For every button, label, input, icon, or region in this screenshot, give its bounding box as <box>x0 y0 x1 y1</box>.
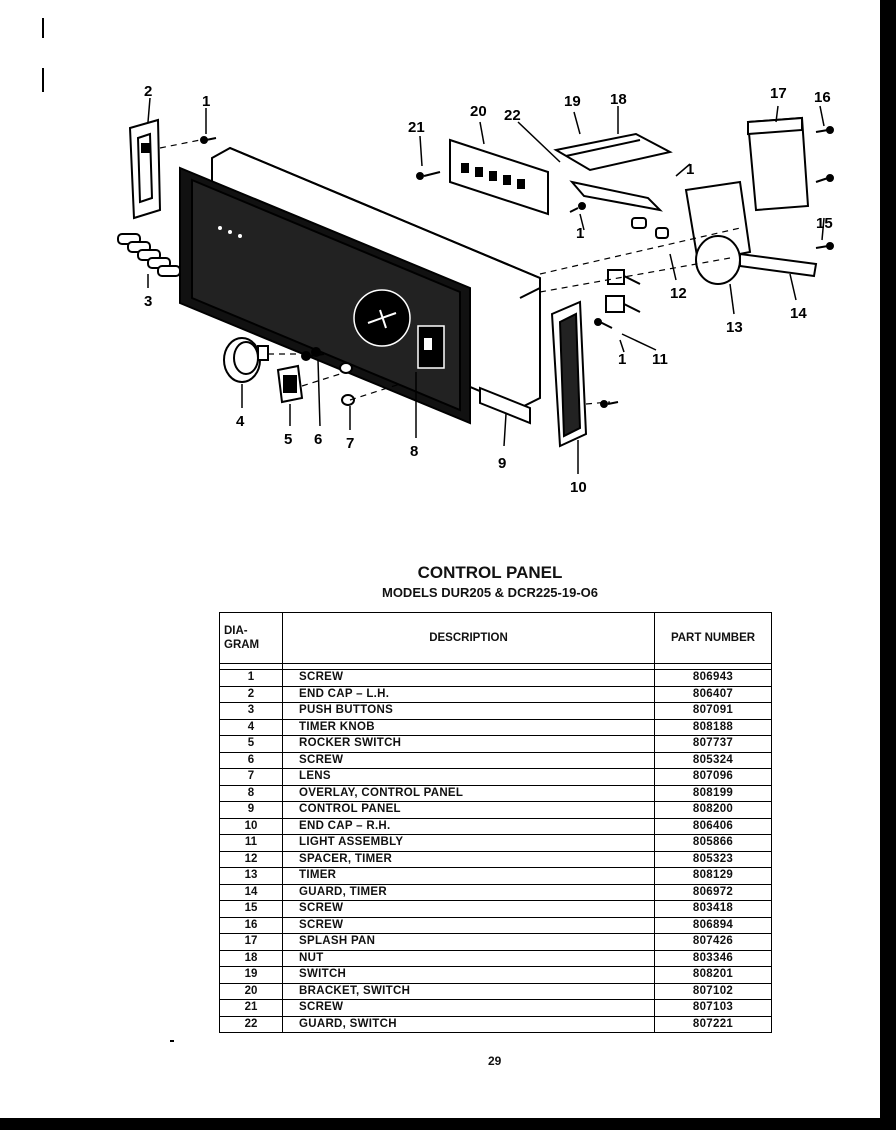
diagram-number-cell: 6 <box>220 752 283 769</box>
diagram-number-cell: 1 <box>220 670 283 687</box>
table-row <box>220 917 772 934</box>
callout-13: 13 <box>726 319 743 336</box>
rocker-switch-drawing <box>278 366 302 402</box>
callout-6: 6 <box>314 431 323 448</box>
table-row <box>220 950 772 967</box>
part-number-cell: 808199 <box>655 785 772 802</box>
part-number-cell: 807091 <box>655 703 772 720</box>
callout-20: 20 <box>470 103 487 120</box>
table-row <box>220 901 772 918</box>
table-row <box>220 736 772 753</box>
end-cap-lh-drawing <box>130 120 160 218</box>
callout-12: 12 <box>670 285 687 302</box>
part-number-cell: 803346 <box>655 950 772 967</box>
table-row <box>220 769 772 786</box>
callout-17: 17 <box>770 85 787 102</box>
callout-22: 22 <box>504 107 521 124</box>
part-number-cell: 807221 <box>655 1016 772 1033</box>
table-row <box>220 719 772 736</box>
table-row <box>220 818 772 835</box>
callout-1: 1 <box>618 351 627 368</box>
diagram-number-cell: 13 <box>220 868 283 885</box>
page-subtitle: MODELS DUR205 & DCR225-19-O6 <box>381 585 598 600</box>
callout-1: 1 <box>576 225 585 242</box>
part-number-cell: 808201 <box>655 967 772 984</box>
diagram-number-cell: 10 <box>220 818 283 835</box>
diagram-number-cell: 16 <box>220 917 283 934</box>
diagram-number-cell: 22 <box>220 1016 283 1033</box>
table-row <box>220 752 772 769</box>
part-number-cell: 808188 <box>655 719 772 736</box>
diagram-column-header: DIA- GRAM <box>220 613 283 664</box>
part-number-cell: 806407 <box>655 686 772 703</box>
part-number-cell: 805324 <box>655 752 772 769</box>
part-number-cell: 807103 <box>655 1000 772 1017</box>
scan-edge-mark <box>42 18 44 38</box>
callout-14: 14 <box>790 305 807 322</box>
diagram-number-cell: 9 <box>220 802 283 819</box>
callout-11: 11 <box>652 351 668 368</box>
light-assembly-drawing <box>606 270 640 312</box>
part-number-cell: 808129 <box>655 868 772 885</box>
part-number-cell: 807096 <box>655 769 772 786</box>
diagram-number-cell: 2 <box>220 686 283 703</box>
diagram-number-cell: 5 <box>220 736 283 753</box>
description-cell: NUT <box>283 950 655 967</box>
parts-table-body <box>220 664 772 1033</box>
page-title: CONTROL PANEL <box>417 563 563 582</box>
callout-15: 15 <box>816 215 833 232</box>
callout-10: 10 <box>570 479 587 496</box>
description-cell: SCREW <box>283 917 655 934</box>
description-cell: SPLASH PAN <box>283 934 655 951</box>
description-cell: SCREW <box>283 1000 655 1017</box>
callout-18: 18 <box>610 91 627 108</box>
table-row <box>220 703 772 720</box>
table-row <box>220 670 772 687</box>
table-row <box>220 686 772 703</box>
table-row <box>220 1000 772 1017</box>
table-row <box>220 785 772 802</box>
callout-4: 4 <box>236 413 245 430</box>
description-cell: CONTROL PANEL <box>283 802 655 819</box>
timer-knob-drawing <box>224 338 268 382</box>
part-number-cell: 806972 <box>655 884 772 901</box>
switch-bracket-assembly-drawing <box>450 134 670 214</box>
description-cell: SCREW <box>283 901 655 918</box>
part-number-cell: 806943 <box>655 670 772 687</box>
diagram-number-cell: 15 <box>220 901 283 918</box>
scan-edge-mark <box>42 68 44 92</box>
description-cell: GUARD, TIMER <box>283 884 655 901</box>
description-cell: TIMER KNOB <box>283 719 655 736</box>
diagram-number-cell: 12 <box>220 851 283 868</box>
diagram-number-cell: 3 <box>220 703 283 720</box>
diagram-number-cell: 8 <box>220 785 283 802</box>
description-column-header: DESCRIPTION <box>283 613 655 664</box>
part-number-cell: 805866 <box>655 835 772 852</box>
description-cell: SCREW <box>283 670 655 687</box>
scan-mark <box>170 1040 174 1042</box>
part-number-cell: 807737 <box>655 736 772 753</box>
callout-1: 1 <box>202 93 211 110</box>
parts-table <box>219 612 772 1033</box>
callout-21: 21 <box>408 119 425 136</box>
description-cell: GUARD, SWITCH <box>283 1016 655 1033</box>
description-cell: OVERLAY, CONTROL PANEL <box>283 785 655 802</box>
table-row <box>220 868 772 885</box>
diagram-number-cell: 7 <box>220 769 283 786</box>
description-cell: SCREW <box>283 752 655 769</box>
diagram-number-cell: 4 <box>220 719 283 736</box>
callout-1: 1 <box>686 161 695 178</box>
callout-3: 3 <box>144 293 153 310</box>
table-row <box>220 1016 772 1033</box>
callout-16: 16 <box>814 89 831 106</box>
callout-7: 7 <box>346 435 355 452</box>
table-row <box>220 967 772 984</box>
exploded-parts-diagram <box>100 78 840 498</box>
description-cell: END CAP – R.H. <box>283 818 655 835</box>
callout-19: 19 <box>564 93 581 110</box>
part-number-cell: 808200 <box>655 802 772 819</box>
diagram-number-cell: 20 <box>220 983 283 1000</box>
push-buttons-drawing <box>118 234 180 276</box>
part-number-cell: 807426 <box>655 934 772 951</box>
table-row <box>220 802 772 819</box>
part-number-cell: 806894 <box>655 917 772 934</box>
table-row <box>220 934 772 951</box>
description-cell: LENS <box>283 769 655 786</box>
description-cell: END CAP – L.H. <box>283 686 655 703</box>
callout-5: 5 <box>284 431 293 448</box>
description-cell: LIGHT ASSEMBLY <box>283 835 655 852</box>
callout-8: 8 <box>410 443 419 460</box>
splash-pan-drawing <box>748 118 808 210</box>
description-cell: ROCKER SWITCH <box>283 736 655 753</box>
callout-9: 9 <box>498 455 507 472</box>
description-cell: TIMER <box>283 868 655 885</box>
part-number-cell: 805323 <box>655 851 772 868</box>
diagram-number-cell: 14 <box>220 884 283 901</box>
description-cell: SWITCH <box>283 967 655 984</box>
part-number-cell: 806406 <box>655 818 772 835</box>
table-row <box>220 835 772 852</box>
callout-2: 2 <box>144 83 153 100</box>
table-row <box>220 983 772 1000</box>
table-row <box>220 851 772 868</box>
part-number-cell: 803418 <box>655 901 772 918</box>
diagram-number-cell: 21 <box>220 1000 283 1017</box>
page-number: 29 <box>488 1054 502 1068</box>
diagram-number-cell: 17 <box>220 934 283 951</box>
table-row <box>220 884 772 901</box>
diagram-number-cell: 18 <box>220 950 283 967</box>
part-number-cell: 807102 <box>655 983 772 1000</box>
description-cell: BRACKET, SWITCH <box>283 983 655 1000</box>
diagram-number-cell: 11 <box>220 835 283 852</box>
diagram-number-cell: 19 <box>220 967 283 984</box>
description-cell: SPACER, TIMER <box>283 851 655 868</box>
description-cell: PUSH BUTTONS <box>283 703 655 720</box>
end-cap-rh-drawing <box>552 302 586 446</box>
part-number-column-header: PART NUMBER <box>655 613 772 664</box>
